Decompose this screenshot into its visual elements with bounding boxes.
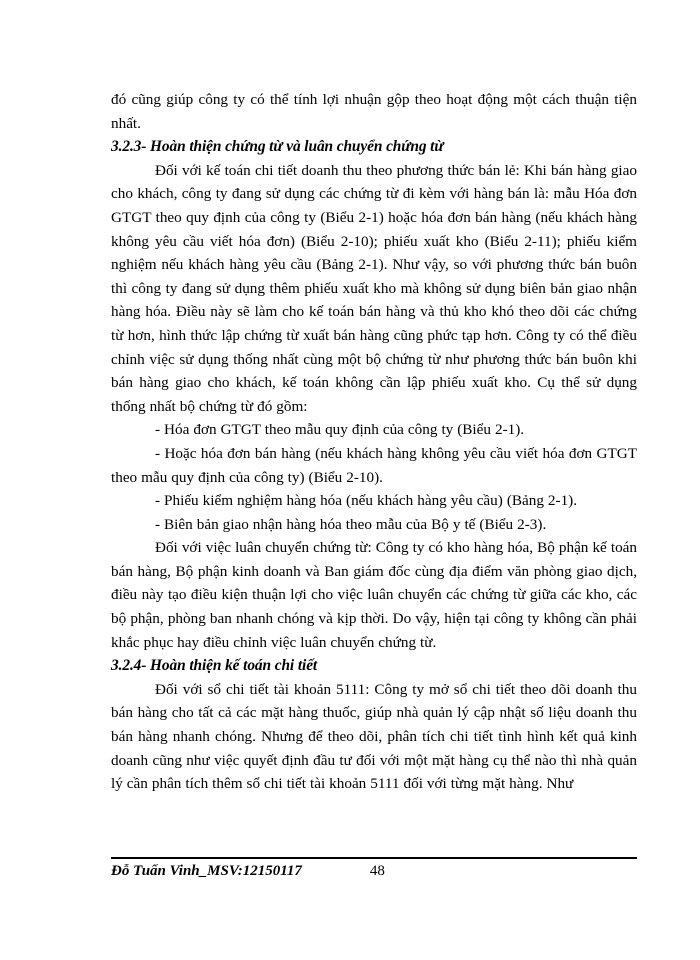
list-item-invoice-gtgt: - Hóa đơn GTGT theo mẫu quy định của công ty (Biểu 2-1). — [155, 421, 525, 439]
list-item-sales-invoice: - Hoặc hóa đơn bán hàng (nếu khách hàng không yêu cầu viết hóa đơn GTGT theo mẫu quy định của công ty) (Biểu 2-10). — [111, 444, 637, 486]
list-item-inspection-slip: - Phiếu kiểm nghiệm hàng hóa (nếu khách hàng yêu cầu) (Bảng 2-1). — [155, 492, 578, 510]
page-content — [111, 88, 637, 796]
footer-row — [111, 863, 637, 880]
paragraph-document-circulation: Đối với việc luân chuyển chứng từ: Công ty có kho hàng hóa, Bộ phận kế toán bán hàng, Bộ phận kinh doanh và Ban giám đốc cùng địa điểm văn phòng giao dịch, điều này tạo điều kiện thuận lợi cho việc luân chuyển các chứng từ giữa các kho, các bộ phận, phòng ban nhanh chóng và kịp thời. Do vậy, hiện tại công ty không cần phải khắc phục hay điều chỉnh việc luân chuyển chứng từ. — [111, 539, 637, 651]
paragraph-retail-documents: Đối với kế toán chi tiết doanh thu theo phương thức bán lẻ: Khi bán hàng giao cho khách, công ty đang sử dụng các chứng từ đi kèm với hàng bán là: mẫu Hóa đơn GTGT theo quy định của công ty (Biểu 2-1) hoặc hóa đơn bán hàng (nếu khách hàng không yêu cầu viết hóa đơn) (Biểu 2-10); phiếu xuất kho (Biểu 2-11); phiếu kiểm nghiệm nếu khách hàng yêu cầu (Bảng 2-1). Như vậy, so với phương thức bán buôn thì công ty đang sử dụng thêm phiếu xuất kho mà không sử dụng biên bản giao nhận hàng hóa. Điều này sẽ làm cho kế toán bán hàng và thủ kho khó theo dõi các chứng từ hơn, hình thức lập chứng từ xuất bán hàng cũng phức tạp hơn. Công ty có thể điều chỉnh việc sử dụng thống nhất cùng một bộ chứng từ như phương thức bán buôn khi bán hàng giao cho khách, kế toán không cần lập phiếu xuất kho. Cụ thể sử dụng thống nhất bộ chứng từ đó gồm: — [111, 161, 637, 415]
list-item-handover-record: - Biên bản giao nhận hàng hóa theo mẫu của Bộ y tế (Biểu 2-3). — [155, 515, 547, 533]
footer-page-number: 48 — [369, 863, 385, 879]
heading-3-2-4: 3.2.4- Hoàn thiện kế toán chi tiết — [111, 657, 318, 675]
paragraph-intro: đó cũng giúp công ty có thể tính lợi nhuận gộp theo hoạt động một cách thuận tiện nhất. — [111, 91, 637, 132]
paragraph-detailed-accounting: Đối với sổ chi tiết tài khoản 5111: Công ty mở sổ chi tiết theo dõi doanh thu bán hàng cho tất cả các mặt hàng thuốc, giúp nhà quản lý cập nhật số liệu doanh thu bán hàng nhanh chóng. Nhưng để theo dõi, phân tích chi tiết tình hình kết quả kinh doanh cũng như việc quyết định đầu tư đối với một mặt hàng cụ thể nào thì nhà quản lý cần phân tích thêm sổ chi tiết tài khoản 5111 đối với từng mặt hàng. Như — [111, 680, 637, 793]
heading-3-2-3: 3.2.3- Hoàn thiện chứng từ và luân chuyển chứng từ — [111, 138, 444, 156]
footer-author: Đỗ Tuấn Vinh_MSV:12150117 — [111, 863, 302, 879]
footer-divider — [111, 857, 637, 859]
page-footer — [111, 857, 637, 880]
